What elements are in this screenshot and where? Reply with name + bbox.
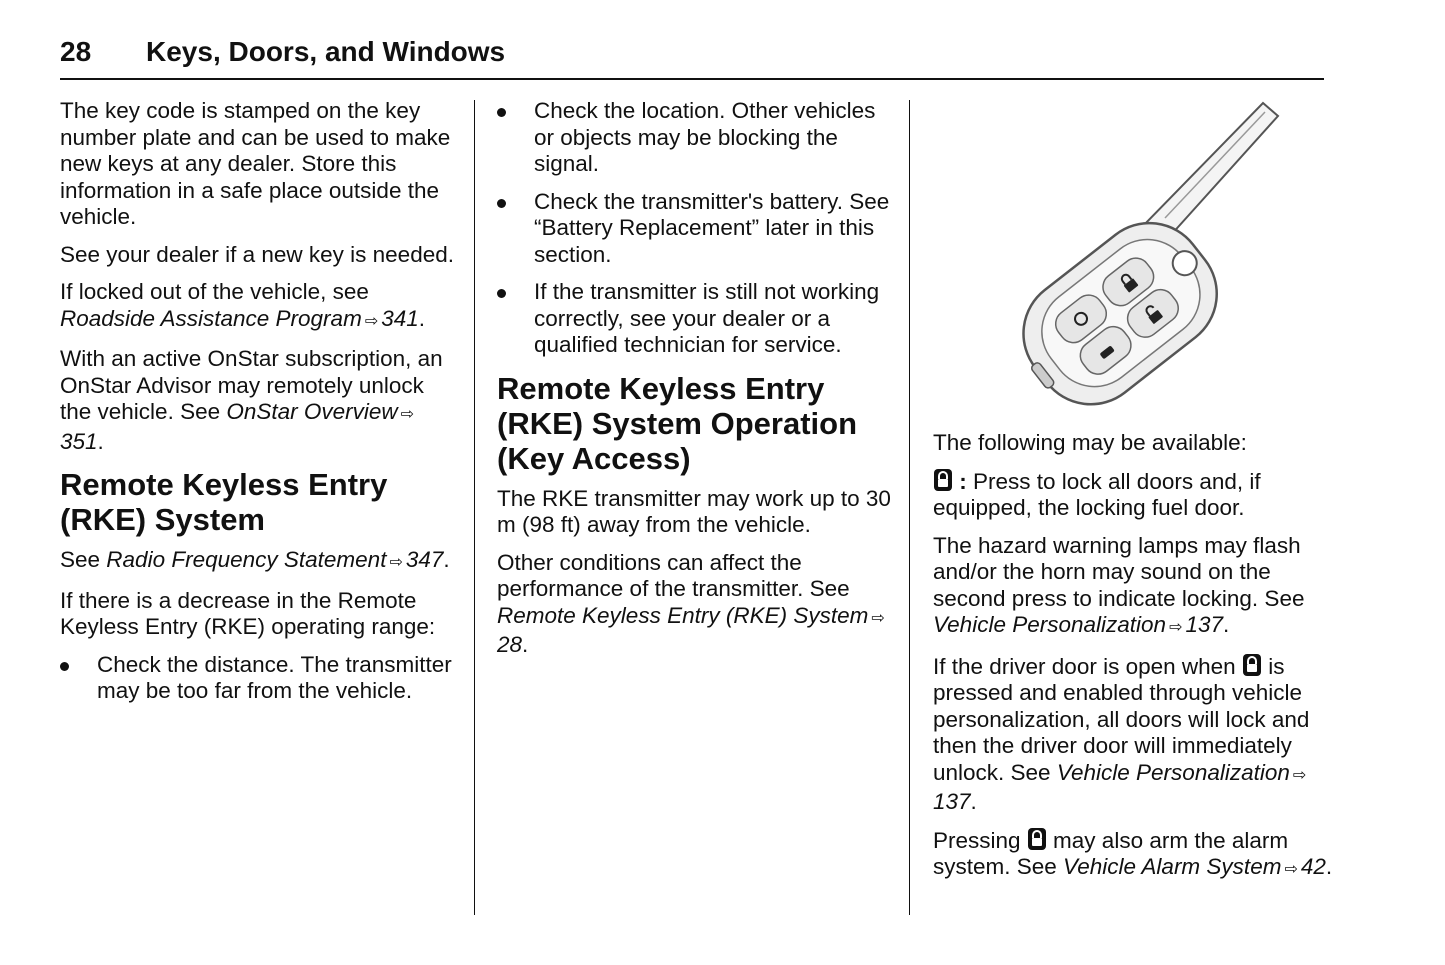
lock-icon (933, 468, 953, 492)
column-divider (909, 100, 910, 915)
page-arrow-icon: ⇨ (400, 406, 415, 423)
cross-reference-link[interactable]: Radio Frequency Statement (106, 547, 387, 572)
page-arrow-icon: ⇨ (1169, 619, 1183, 636)
page-header (60, 36, 1324, 80)
page-reference[interactable]: 137 (1185, 612, 1224, 637)
page-arrow-icon: ⇨ (364, 312, 379, 330)
cross-reference-link[interactable]: OnStar Overview (226, 399, 398, 424)
paragraph: See Radio Frequency Statement ⇨ 347. (60, 547, 460, 577)
paragraph: If there is a decrease in the Remote Keyless Entry (RKE) operating range: (60, 587, 436, 639)
page-title: Keys, Doors, and Windows (146, 36, 506, 67)
lock-icon (1027, 827, 1047, 851)
column-left (60, 98, 460, 716)
paragraph: The hazard warning lamps may flash and/or the horn may sound on the second press to indicate locking. See Vehicle Personalization ⇨ 137. (933, 533, 1333, 642)
list-item: Check the transmitter's battery. See “Battery Replacement” later in this section. (497, 189, 897, 269)
paragraph: See your dealer if a new key is needed. (60, 241, 454, 267)
column-divider (474, 100, 475, 915)
cross-reference-link[interactable]: Roadside Assistance Program (60, 305, 362, 331)
paragraph: The key code is stamped on the key number plate and can be used to make new keys at any dealer. Store this information in a safe place outside the vehicle. (60, 98, 451, 229)
page-arrow-icon: ⇨ (1292, 766, 1307, 784)
page-reference[interactable]: 351 (60, 428, 98, 454)
column-middle (497, 98, 897, 670)
column-right (933, 98, 1333, 895)
lock-icon (1242, 653, 1262, 677)
fob-body (998, 201, 1239, 418)
page-reference[interactable]: 42 (1300, 854, 1326, 879)
page-reference[interactable]: 28 (497, 632, 523, 657)
list-item: Check the location. Other vehicles or objects may be blocking the signal. (497, 98, 897, 178)
list-item: Check the distance. The transmitter may be too far from the vehicle. (60, 652, 460, 705)
page-reference[interactable]: 341 (381, 305, 419, 331)
page-number: 28 (60, 36, 92, 67)
cross-reference-link[interactable]: Vehicle Personalization (1056, 759, 1290, 785)
paragraph: If the driver door is open when is pressed and enabled through vehicle personalization, all doors will lock and then the driver door will immediately unlock. See Vehicle Personalization ⇨137. (933, 653, 1310, 814)
cross-reference-link[interactable]: Vehicle Alarm System (1063, 854, 1282, 879)
bullet-list (60, 652, 460, 705)
paragraph: : Press to lock all doors and, if equipped, the locking fuel door. (933, 468, 1261, 520)
bullet-list (497, 98, 897, 359)
page-arrow-icon: ⇨ (1284, 861, 1298, 878)
page-arrow-icon: ⇨ (389, 554, 403, 571)
section-heading: Remote Keyless Entry (RKE) System (60, 467, 388, 537)
paragraph: Pressing may also arm the alarm system. See Vehicle Alarm System ⇨ 42. (933, 827, 1333, 884)
page-arrow-icon: ⇨ (871, 609, 885, 627)
cross-reference-link[interactable]: Vehicle Personalization (933, 612, 1167, 637)
paragraph: With an active OnStar subscription, an OnStar Advisor may remotely unlock the vehicle. See OnStar Overview ⇨351. (60, 346, 443, 454)
list-item: If the transmitter is still not working correctly, see your dealer or a qualified technician for service. (497, 279, 897, 359)
section-heading: Remote Keyless Entry (RKE) System Operation (Key Access) (497, 370, 858, 476)
page-reference[interactable]: 347 (405, 547, 444, 572)
paragraph: Other conditions can affect the performance of the transmitter. See Remote Keyless Entry (RKE) System ⇨28. (497, 549, 885, 657)
page-reference[interactable]: 137 (933, 789, 971, 814)
paragraph: If locked out of the vehicle, see Roadside Assistance Program ⇨ 341. (60, 279, 460, 335)
key-fob-illustration (973, 98, 1283, 418)
cross-reference-link[interactable]: Remote Keyless Entry (RKE) System (497, 602, 869, 628)
paragraph: The RKE transmitter may work up to 30 m (98 ft) away from the vehicle. (497, 485, 891, 537)
paragraph: The following may be available: (933, 430, 1247, 455)
